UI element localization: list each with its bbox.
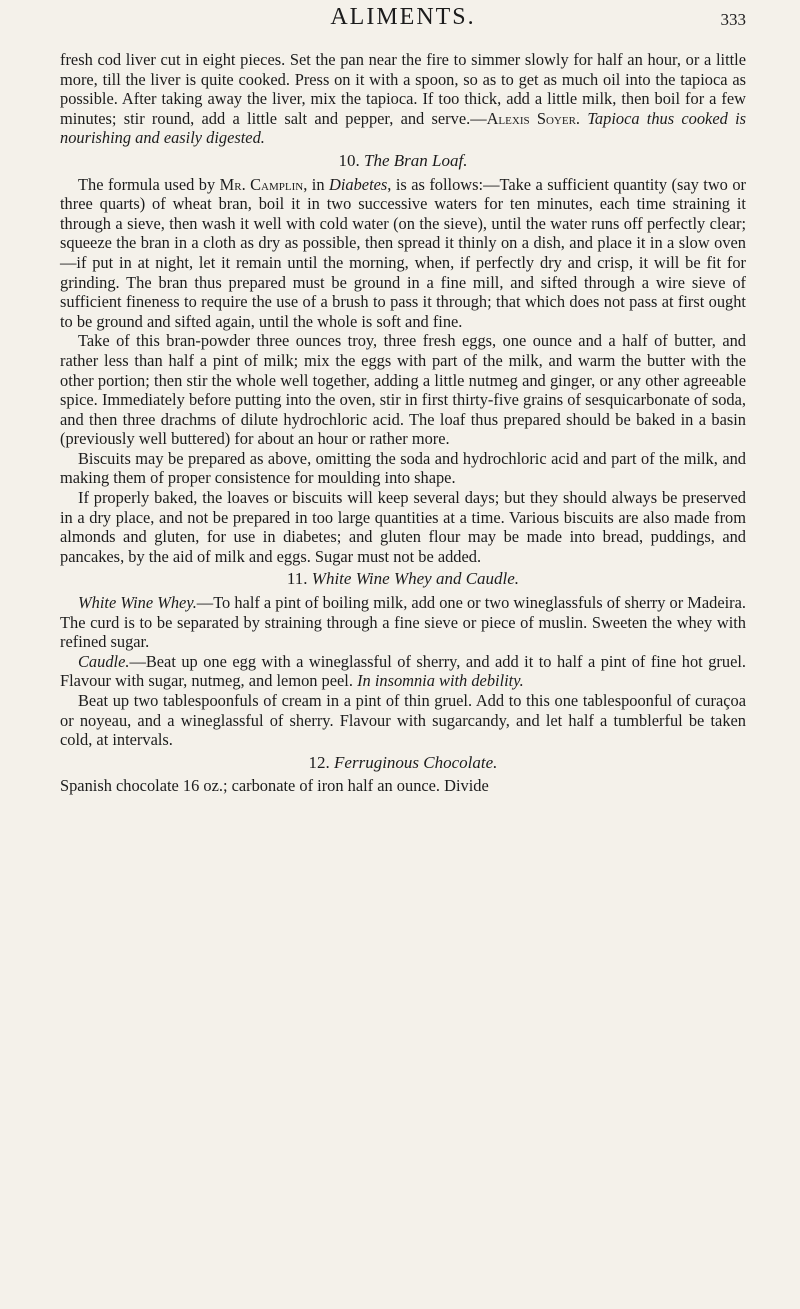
caudle-text: —Beat up one egg with a wineglassful of sherry, and add it to half a pint of fine hot gruel. Flavour with sugar, nutmeg, and lemon peel. <box>60 651 746 691</box>
section-11-title: White Wine Whey and Caudle. <box>311 569 520 589</box>
running-head <box>60 0 746 50</box>
intro-paragraph <box>60 50 746 148</box>
bran-loaf-paragraph-3: Biscuits may be prepared as above, omitting the soda and hydrochloric acid and part of the milk, and making them of proper consistence for moulding into shape. <box>60 448 746 488</box>
caudle-label: Caudle. <box>78 651 130 671</box>
running-title: ALIMENTS. <box>330 4 476 30</box>
bran-p1-book: Diabetes <box>329 174 388 194</box>
intro-text: fresh cod liver cut in eight pieces. Set the pan near the fire to simmer slowly for half an hour, or a little more, till the liver is quite cooked. Press on it with a spoon, so as to get as much oil into the tapioca as possible. After taking away the liver, mix the tapioca. If too thick, add a little milk, then boil for a few minutes; stir round, add a little salt and pepper, and serve.— <box>60 50 746 128</box>
bran-p1-mid: , in <box>303 174 330 194</box>
bran-p1-lead: The formula used by <box>78 174 220 194</box>
intro-note: Tapioca thus cooked is nourishing and easily digested. <box>60 108 746 148</box>
section-11-heading <box>60 569 746 589</box>
caudle-note: In insomnia with debility. <box>357 671 524 691</box>
section-12-number: 12. <box>308 752 330 772</box>
section-11-number: 11. <box>286 569 308 589</box>
bran-p1-text: , is as follows:—Take a sufficient quantity (say two or three quarts) of wheat bran, boil it in two successive waters for ten minutes, each time straining it through a sieve, then wash it well with cold water (on the sieve), until the water runs off perfectly clear; squeeze the bran in a cloth as dry as possible, then spread it thinly on a dish, and place it in a slow oven—if put in at night, let it remain until the morning, when, if perfectly dry and crisp, it will be fit for grinding. The bran thus prepared must be ground in a fine mill, and sifted through a wire sieve of sufficient fineness to require the use of a brush to pass it through; that which does not pass at first ought to be ground and sifted again, until the whole is soft and fine. <box>60 174 746 331</box>
body-text <box>60 50 746 796</box>
gruel-paragraph: Beat up two tablespoonfuls of cream in a pint of thin gruel. Add to this one tablespoonful of curaçoa or noyeau, and a wineglassful of sherry. Flavour with sugarcandy, and let half a tumblerful be taken cold, at intervals. <box>60 691 746 750</box>
section-12-title: Ferruginous Chocolate. <box>334 752 498 772</box>
page-number: 333 <box>720 10 746 29</box>
whey-paragraph <box>60 593 746 652</box>
caudle-paragraph <box>60 652 746 691</box>
whey-text: —To half a pint of boiling milk, add one or two wineglassfuls of sherry or Madeira. The curd is to be separated by straining through a fine sieve or piece of muslin. Sweeten the whey with refined sugar. <box>60 593 746 652</box>
section-10-number: 10. <box>338 150 360 170</box>
bran-loaf-paragraph-2: Take of this bran-powder three ounces troy, three fresh eggs, one ounce and a half of butter, and rather less than half a pint of milk; mix the eggs with part of the milk, and warm the butter with the other portion; then stir the whole well together, adding a little nutmeg and ginger, or any other agreeable spice. Immediately before putting into the oven, stir in first thirty-five grains of sesquicarbonate of soda, and then three drachms of dilute hydrochloric acid. The loaf thus prepared should be baked in a basin (previously well buttered) for about an hour or rather more. <box>60 331 746 449</box>
bran-loaf-paragraph-4: If properly baked, the loaves or biscuits will keep several days; but they should always be preserved in a dry place, and not be prepared in too large quantities at a time. Various biscuits are also made from almonds and gluten, for use in diabetes; and gluten flour may be made into bread, puddings, and pancakes, by the aid of milk and eggs. Sugar must not be added. <box>60 488 746 566</box>
chocolate-paragraph: Spanish chocolate 16 oz.; carbonate of iron half an ounce. Divide <box>60 776 489 796</box>
section-10-heading <box>60 151 746 171</box>
intro-author: Alexis Soyer. <box>486 108 581 128</box>
section-10-title: The Bran Loaf. <box>364 150 468 170</box>
whey-label: White Wine Whey. <box>78 593 197 613</box>
bran-p1-author: Mr. Camplin <box>219 174 304 194</box>
section-12-heading <box>60 753 746 773</box>
bran-loaf-paragraph-1 <box>60 175 746 332</box>
